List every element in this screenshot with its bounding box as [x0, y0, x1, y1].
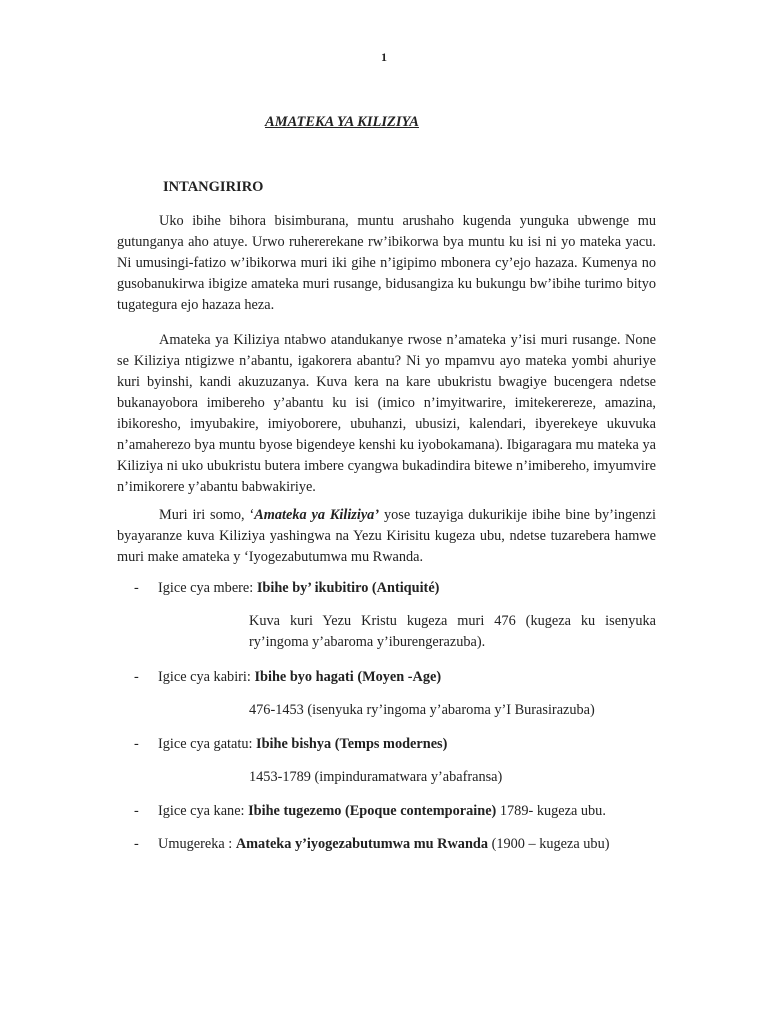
list-item-period: Ibihe bishya (Temps modernes) — [256, 736, 448, 752]
list-item-period: Ibihe tugezemo (Epoque contemporaine) — [248, 803, 497, 819]
page-number: 1 — [381, 50, 387, 64]
paragraph-3-text-before: Muri iri somo, ‘ — [159, 507, 255, 523]
list-item-prefix: Igice cya kane: — [158, 803, 249, 819]
list-item-period: Amateka y’iyogezabutumwa mu Rwanda — [235, 836, 488, 852]
paragraph-1: Uko ibihe bihora bisimburana, muntu arushaho kugenda yunguka ubwenge mu gutunganya aho atuye. Urwo ruhererekane rw’ibikorwa bya muntu ku isi ni yo mateka yacu. Ni umusingi-fatizo w’ibikorwa muri iki gihe n’igipimo mbonera cy’ejo hazaza. Kumenya no gusobanukirwa ibigize amateka muri rusange, bidusangiza ku bukungu bw’ibihe turimo bityo tugategura ejo hazaza heza. — [117, 213, 656, 313]
list-item-detail: Kuva kuri Yezu Kristu kugeza muri 476 (kugeza ku isenyuka ry’ingoma y’abaroma y’iburengerazuba). — [249, 613, 656, 650]
list-item-prefix: Umugereka : — [158, 836, 236, 852]
paragraph-3-emphasis: Amateka ya Kiliziya’ — [254, 507, 380, 523]
list-item-period: Ibihe by’ ikubitiro (Antiquité) — [256, 580, 440, 596]
list-bullet: - — [134, 580, 139, 596]
list-item-prefix: Igice cya kabiri: — [158, 669, 255, 685]
document-title: AMATEKA YA KILIZIYA — [265, 114, 419, 130]
list-bullet: - — [134, 803, 139, 819]
list-item-suffix: (1900 – kugeza ubu) — [488, 836, 610, 852]
list-item-period: Ibihe byo hagati (Moyen -Age) — [254, 669, 442, 685]
list-item-prefix: Igice cya gatatu: — [158, 736, 257, 752]
list-item-prefix: Igice cya mbere: — [158, 580, 257, 596]
list-item-suffix: 1789- kugeza ubu. — [496, 803, 606, 819]
paragraph-2: Amateka ya Kiliziya ntabwo atandukanye rwose n’amateka y’isi muri rusange. None se Kiliziya ntigizwe n’abantu, igakorera abantu? Ni yo mpamvu ayo mateka yombi ahuriye kuri byinshi, kandi akuzuzanya. Kuva kera na kare ubukristu bwagiye bucengera ndetse bukanayobora imibereho y’abantu ku isi (imico n’imyitwarire, imitekerereze, amazina, ibikoresho, imyubakire, imiyoborere, ubuhanzi, ubusizi, kalendari, ibyerekeye ukuvuka n’amaherezo bya muntu byose bigendeye kenshi ku iyobokamana). Ibigaragara mu mateka ya Kiliziya ni uko ubukristu butera imbere cyangwa bukadindira bitewe n’imibereho, imyumvire n’imikorere y’abantu babwakiriye. — [117, 332, 656, 495]
section-heading: INTANGIRIRO — [163, 179, 264, 195]
list-item-detail: 476-1453 (isenyuka ry’ingoma y’abaroma y’I Burasirazuba) — [249, 702, 595, 718]
paragraph-3 — [117, 505, 656, 568]
list-item-detail: 1453-1789 (impinduramatwara y’abafransa) — [249, 769, 503, 785]
list-bullet: - — [134, 736, 139, 752]
list-bullet: - — [134, 836, 139, 852]
paragraph-3-text-after: yose tuzayiga dukurikije ibihe bine by’ingenzi byayaranze kuva Kiliziya yashingwa na Yezu Kirisitu kugeza ubu, ndetse tuzarebera hamwe muri make amateka y ‘Iyogezabutumwa mu Rwanda. — [117, 507, 656, 565]
list-bullet: - — [134, 669, 139, 685]
